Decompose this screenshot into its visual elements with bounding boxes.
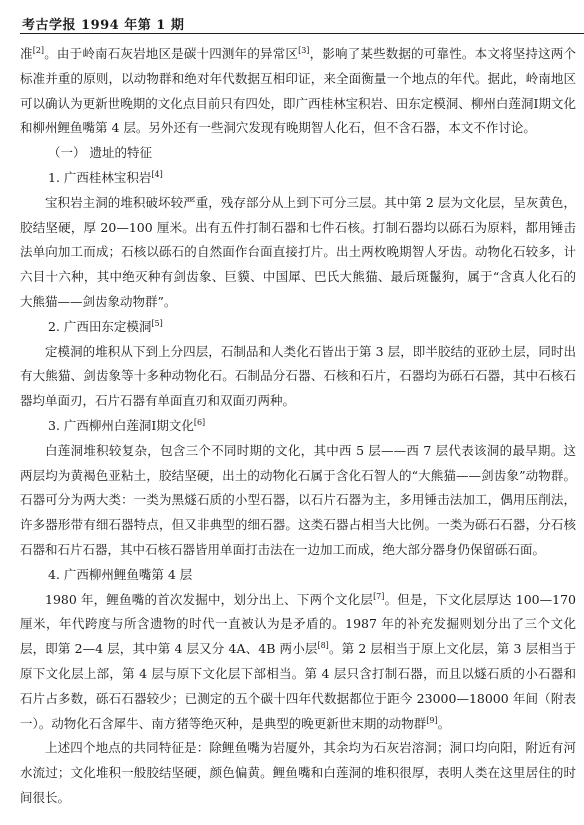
section-heading: （一） 遗址的特征 bbox=[48, 145, 152, 161]
summary-paragraph: 上述四个地点的共同特征是：除鲤鱼嘴为岩厦外，其余均为石灰岩溶洞；洞口均向阳，附近有河水流过；文化堆积一般胶结坚硬，颜色偏黄。鲤鱼嘴和白莲洞的堆积很厚，表明人类在这里居住的时间很长。 bbox=[20, 740, 576, 805]
paragraph-liyuzui bbox=[20, 588, 576, 737]
liyuzui-text-2: 。但是，下文化层厚达 100—170 厘米，年代跨度与所含遗物的时代一直被认为是矛盾的。1987 年的补充发掘则划分出了三个文化层，即第 2—4 层，其中第 4 层又分 4A、4B 两小层 bbox=[20, 591, 576, 657]
intro-text-3: ，影响了某些数据的可靠性。本文将坚持这两个标准并重的原则，以动物群和绝对年代数据互相印证，来全面衡量一个地点的年代。据此，岭南地区可以确认为更新世晚期的文化点目前只有四处，即广西桂林宝积岩、田东定模洞、柳州白莲洞Ⅰ期文化和柳州鲤鱼嘴第 4 层。另外还有一些洞穴发现有晚期智人化石，但不含石器，本文不作讨论。 bbox=[20, 46, 576, 136]
footnote-ref: [8] bbox=[317, 640, 329, 650]
footnote-ref: [6] bbox=[193, 417, 206, 427]
footnote-ref: [7] bbox=[373, 591, 385, 601]
footnote-ref: [3] bbox=[298, 45, 310, 55]
intro-text-1: 准 bbox=[20, 46, 33, 61]
header-divider bbox=[20, 33, 584, 34]
liyuzui-text-1: 1980 年，鲤鱼嘴的首次发掘中，划分出上、下两个文化层 bbox=[45, 591, 374, 607]
footnote-ref: [2] bbox=[32, 45, 45, 55]
footnote-ref: [9] bbox=[426, 715, 438, 725]
subsection-title: 2. 广西田东定模洞 bbox=[48, 318, 152, 334]
subsection-title: 3. 广西柳州白莲洞Ⅰ期文化 bbox=[48, 417, 194, 433]
subsection-title: 1. 广西桂林宝积岩 bbox=[48, 169, 152, 185]
liyuzui-text-3: 。第 2 层相当于原上文化层，第 3 层相当于原下文化层上部，第 4 层与原下文化层下部相当。第 4 层只含打制石器，而且以燧石质的小石器和石片占多数，砾石石器较少；已测定的五个碳十四年代数据都位于距今 23000—18000 年间（附表一）。动物化石含犀牛、南方猪等绝灭种，是典型的晚更新世末期的动物群 bbox=[20, 641, 576, 731]
footnote-ref: [4] bbox=[151, 169, 163, 179]
subsection-heading-bailian bbox=[20, 414, 576, 439]
footnote-ref: [5] bbox=[151, 318, 163, 328]
paragraph-baojiyan: 宝积岩主洞的堆积破坏较严重，残存部分从上到下可分三层。其中第 2 层为文化层，呈灰黄色，胶结坚硬，厚 20—100 厘米。出有五件打制石器和七件石核。打制石器均以砾石为原料，都用锤击法单向加工而成；石核以砾石的自然面作台面直接打片。出土两枚晚期智人牙齿。动物化石较多，计六目十六种，其中绝灭种有剑齿象、巨貘、中国犀、巴氏大熊猫、最后斑鬣狗，属于“含真人化石的大熊猫——剑齿象动物群”。 bbox=[20, 194, 576, 309]
paragraph-dingmo: 定模洞的堆积从下到上分四层，石制品和人类化石皆出于第 3 层，即半胶结的亚砂土层，同时出有大熊猫、剑齿象等十多种动物化石。石制品分石器、石核和石片，石器均为砾石石器，其中石核石器均单面刃，石片石器有单面直刃和双面刃两种。 bbox=[20, 343, 576, 409]
paragraph-bailian: 白莲洞堆积较复杂，包含三个不同时期的文化，其中西 5 层——西 7 层代表该洞的最早期。这两层均为黄褐色亚粘土，胶结坚硬，出土的动物化石属于含化石智人的“大熊猫——剑齿象”动物群。石器可分为两大类：一类为黑燧石质的小型石器，以石片石器为主，多用锤击法加工，偶用压削法，许多器形带有细石器特点，但又非典型的细石器。这类石器占相当大比例。一类为砾石石器，分石核石器和石片石器，其中石核石器皆用单面打击法在一边加工而成，绝大部分器身仍保留砾石面。 bbox=[20, 442, 576, 557]
running-header: 考古学报 1994 年第 1 期 bbox=[22, 18, 185, 33]
subsection-heading-liyuzui: 4. 广西柳州鲤鱼嘴第 4 层 bbox=[48, 566, 193, 582]
subsection-heading-baojiyan bbox=[20, 166, 576, 191]
intro-text-2: 。由于岭南石灰岩地区是碳十四测年的异常区 bbox=[44, 46, 299, 61]
article-body bbox=[20, 42, 576, 811]
liyuzui-text-4: 。 bbox=[437, 715, 451, 731]
intro-paragraph bbox=[20, 42, 576, 141]
subsection-heading-dingmo bbox=[20, 315, 576, 340]
